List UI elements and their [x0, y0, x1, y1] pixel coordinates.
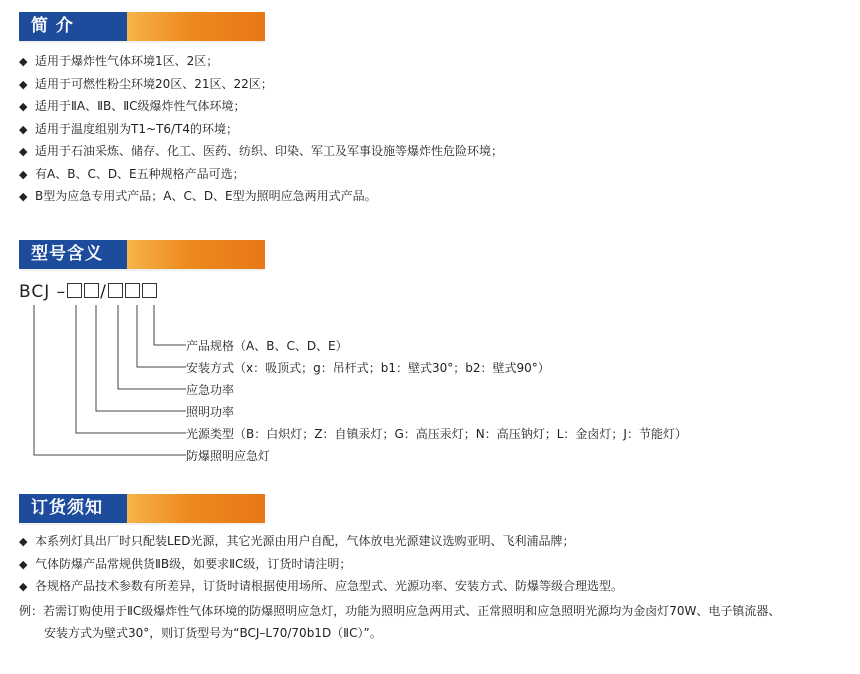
intro-title: 简 介	[19, 12, 127, 41]
diamond-bullet-icon: ◆	[19, 145, 28, 158]
list-item: ◆ 本系列灯具出厂时只配装LED光源，其它光源由用户自配，气体放电光源建议选购亚明、飞利浦品牌；	[19, 530, 623, 553]
list-item: ◆ 气体防爆产品常规供货ⅡB级，如要求ⅡC级，订货时请注明；	[19, 553, 623, 576]
order-header	[19, 494, 265, 523]
list-item: ◆ 有A、B、C、D、E五种规格产品可选；	[19, 163, 503, 186]
diamond-bullet-icon: ◆	[19, 535, 28, 548]
diamond-bullet-icon: ◆	[19, 55, 28, 68]
order-example-line-2: 安装方式为壁式30°，则订货型号为“BCJ–L70/70b1D（ⅡC）”。	[44, 626, 382, 640]
model-code-separator: /	[100, 282, 107, 302]
connector-line	[76, 305, 186, 433]
list-item: ◆ 适用于石油采炼、储存、化工、医药、纺织、印染、军工及军事设施等爆炸性危险环境；	[19, 140, 503, 163]
connector-line	[118, 305, 186, 389]
diamond-bullet-icon: ◆	[19, 557, 28, 571]
connector-line	[137, 305, 186, 367]
desc-light-source-type: 光源类型（B：白炽灯；Z：自镇汞灯；G：高压汞灯；N：高压钠灯；L：金卤灯；J：节能灯）	[186, 427, 687, 441]
header-accent-bar	[127, 494, 265, 523]
model-code-prefix: BCJ –	[19, 282, 67, 302]
diamond-bullet-icon: ◆	[19, 77, 28, 91]
list-item: ◆ 适用于可燃性粉尘环境20区、21区、22区；	[19, 73, 503, 96]
list-item: ◆ 各规格产品技术参数有所差异，订货时请根据使用场所、应急型式、光源功率、安装方式、防爆等级合理选型。	[19, 575, 623, 598]
diamond-bullet-icon: ◆	[19, 167, 28, 181]
list-item: ◆ 适用于ⅡA、ⅡB、ⅡC级爆炸性气体环境；	[19, 95, 503, 118]
order-list	[19, 530, 623, 598]
diamond-bullet-icon: ◆	[19, 190, 28, 203]
desc-install-method: 安装方式（x：吸顶式；g：吊杆式；b1：壁式30°；b2：壁式90°）	[186, 361, 550, 375]
desc-product-spec: 产品规格（A、B、C、D、E）	[186, 339, 348, 353]
connector-line	[154, 305, 186, 345]
desc-product-name: 防爆照明应急灯	[186, 449, 271, 463]
diamond-bullet-icon: ◆	[19, 100, 28, 113]
list-item: ◆ 适用于爆炸性气体环境1区、2区；	[19, 50, 503, 73]
list-item: ◆ 适用于温度组别为T1~T6/T4的环境；	[19, 118, 503, 141]
desc-emergency-power: 应急功率	[186, 383, 235, 397]
model-title: 型号含义	[19, 240, 127, 269]
order-title: 订货须知	[19, 494, 127, 523]
diamond-bullet-icon: ◆	[19, 122, 28, 136]
diamond-bullet-icon: ◆	[19, 580, 28, 593]
list-item: ◆ B型为应急专用式产品；A、C、D、E型为照明应急两用式产品。	[19, 185, 503, 208]
connector-line	[96, 305, 186, 411]
order-example-line-1: 例：若需订购使用于ⅡC级爆炸性气体环境的防爆照明应急灯，功能为照明应急两用式、正常照明和应急照明光源均为金卤灯70W、电子镇流器、	[19, 604, 781, 618]
desc-lighting-power: 照明功率	[186, 405, 235, 419]
